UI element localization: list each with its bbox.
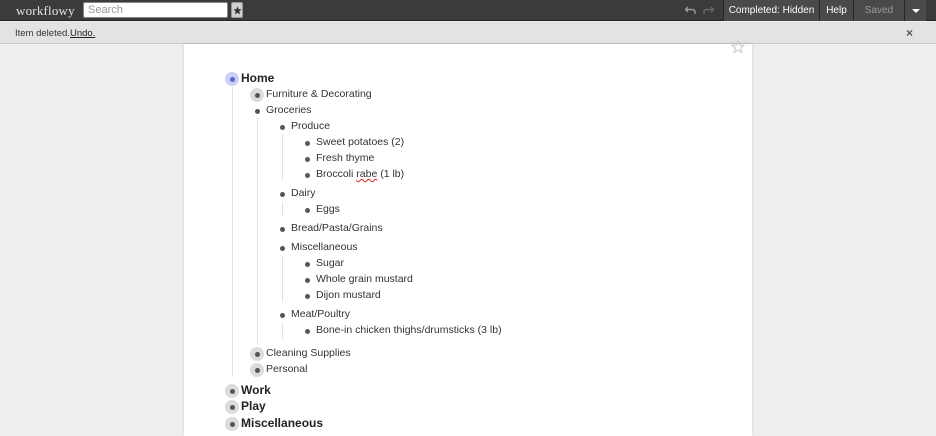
bullet-icon[interactable] <box>250 88 264 102</box>
bullet-icon[interactable] <box>275 120 289 134</box>
item-text[interactable]: Home <box>241 71 275 85</box>
item-text[interactable]: Dairy <box>291 187 316 199</box>
misspelled-word: rabe <box>356 168 378 180</box>
item-text[interactable]: Whole grain mustard <box>316 273 413 285</box>
outline-page <box>184 44 752 436</box>
item-text[interactable] <box>316 168 404 180</box>
item-text[interactable]: Furniture & Decorating <box>266 88 372 100</box>
item-text[interactable]: Work <box>241 383 271 397</box>
item-text[interactable]: Meat/Poultry <box>291 308 350 320</box>
item-text[interactable]: Groceries <box>266 104 312 116</box>
bullet-icon[interactable] <box>300 289 314 303</box>
app-logo[interactable]: workflowy <box>16 3 75 18</box>
help-button[interactable]: Help <box>819 0 853 21</box>
notification-bar <box>0 22 936 44</box>
settings-dropdown-button[interactable] <box>904 0 926 21</box>
bullet-icon[interactable] <box>225 400 239 414</box>
item-text[interactable]: Miscellaneous <box>291 241 358 253</box>
bullet-icon[interactable] <box>225 72 239 86</box>
bullet-icon[interactable] <box>250 347 264 361</box>
bullet-icon[interactable] <box>225 417 239 431</box>
indent-guide <box>282 256 283 302</box>
notification-message: Item deleted. <box>15 28 70 39</box>
bullet-icon[interactable] <box>300 203 314 217</box>
undo-icon[interactable] <box>685 5 696 15</box>
item-text[interactable]: Cleaning Supplies <box>266 347 351 359</box>
item-text[interactable]: Dijon mustard <box>316 289 381 301</box>
item-text[interactable]: Bone-in chicken thighs/drumsticks (3 lb) <box>316 324 502 336</box>
bullet-icon[interactable] <box>300 136 314 150</box>
bullet-icon[interactable] <box>250 363 264 377</box>
item-text[interactable]: Bread/Pasta/Grains <box>291 222 383 234</box>
bullet-icon[interactable] <box>275 222 289 236</box>
bullet-icon[interactable] <box>225 384 239 398</box>
indent-guide <box>232 87 233 377</box>
item-text-part: (1 lb) <box>377 168 405 180</box>
saved-status-button[interactable]: Saved <box>853 0 904 21</box>
bullet-icon[interactable] <box>275 308 289 322</box>
item-text[interactable]: Personal <box>266 363 308 375</box>
indent-guide <box>257 118 258 344</box>
starred-pages-button[interactable] <box>231 2 243 18</box>
item-text[interactable]: Miscellaneous <box>241 416 324 430</box>
bullet-icon[interactable] <box>300 273 314 287</box>
star-icon[interactable] <box>731 40 745 54</box>
indent-guide <box>282 323 283 339</box>
item-text-part: Broccoli <box>316 168 357 180</box>
item-text[interactable]: Produce <box>291 120 331 132</box>
chevron-down-icon <box>912 9 920 13</box>
bullet-icon[interactable] <box>275 241 289 255</box>
close-icon[interactable]: × <box>906 26 914 40</box>
top-bar <box>0 0 936 21</box>
completed-toggle-button[interactable]: Completed: Hidden <box>723 0 819 21</box>
bullet-icon[interactable] <box>300 257 314 271</box>
bullet-icon[interactable] <box>250 104 264 118</box>
item-text[interactable]: Sugar <box>316 257 345 269</box>
redo-icon[interactable] <box>703 5 714 15</box>
undo-link[interactable]: Undo. <box>70 28 96 39</box>
star-icon <box>233 6 242 15</box>
search-input[interactable] <box>83 2 228 18</box>
indent-guide <box>282 134 283 180</box>
item-text[interactable]: Fresh thyme <box>316 152 375 164</box>
bullet-icon[interactable] <box>300 152 314 166</box>
item-text[interactable]: Eggs <box>316 203 340 215</box>
bullet-icon[interactable] <box>300 324 314 338</box>
bullet-icon[interactable] <box>275 187 289 201</box>
item-text[interactable]: Sweet potatoes (2) <box>316 136 405 148</box>
indent-guide <box>282 202 283 216</box>
item-text[interactable]: Play <box>241 399 266 413</box>
bullet-icon[interactable] <box>300 168 314 182</box>
